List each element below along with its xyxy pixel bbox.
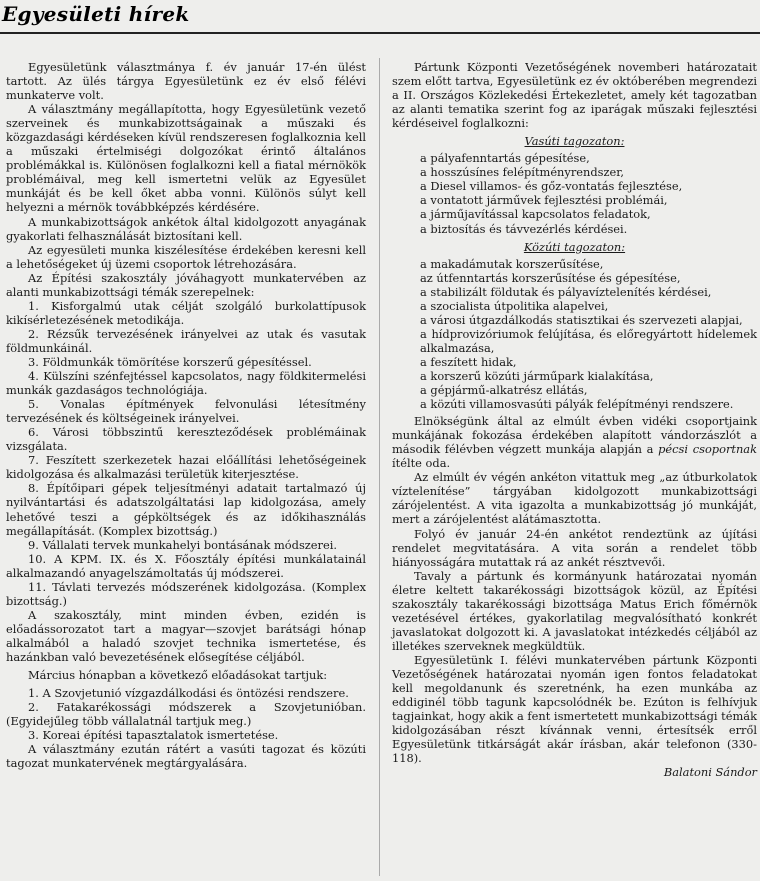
section-heading: Közúti tagozaton: [523,239,626,254]
paragraph: Egyesületünk I. félévi munkatervében pártunk Központi Vezetőségének határozatai nyomán igen fontos feladatokat kell megoldanunk és szeretnénk, ha ezen munkába az eddiginél több tagunk kapcsolódnék be. Ezúton is felhívjuk tagjainkat, hogy akik a fent ismertetett munkabizottsági témák kidolgozásában részt kívánnak venni, értesítsék erről Egyesületünk titkárságát akár írásban, akár telefonon (330-118). [392,652,757,766]
list-item: 3. Földmunkák tömörítése korszerű gépesítéssel. [28,354,312,369]
list-item: 7. Feszített szerkezetek hazai előállítási lehetőségeinek kidolgozása és alkalmazási területük kiterjesztése. [6,453,366,482]
header-divider [0,32,760,34]
emphasis: pécsi csoportnak [658,442,757,457]
paragraph: A választmány ezután rátért a vasúti tagozat és közúti tagozat munkatervének megtárgyalására. [6,742,366,771]
paragraph [392,414,757,470]
text-run: ítélte oda. [392,456,451,471]
list-item: 3. Koreai építési tapasztalatok ismertetése. [28,728,279,743]
list-item: a szocialista útpolitika alapelvei, [420,298,609,313]
paragraph: Pártunk Központi Vezetőségének novemberi határozatait szem előtt tartva, Egyesületünk ez év októberében megrendezi a II. Országos Közlekedési Értekezletet, amely két tagozatban az alanti tematika szerint fog az iparágak műszaki fejlesztési kérdéseivel foglalkozni: [392,60,757,131]
list-item: 2. Rézsűk tervezésének irányelvei az utak és vasutak földmunkáinál. [6,326,366,355]
right-column [392,60,757,779]
list-item: 8. Építőipari gépek teljesítményi adatait tartalmazó új nyilvántartási és adatszolgáltatási lap kidolgozása, amely lehetővé teszi a gépköltségek és az időkihasználás megállapítását. (Komplex bizottság.) [6,481,366,538]
paragraph: Az Építési szakosztály jóváhagyott munkatervében az alanti munkabizottsági témák szerepelnek: [6,270,366,299]
list-item: 1. Kisforgalmú utak célját szolgáló burkolattípusok kikísérletezésének metodikája. [6,298,366,327]
list-item: a gépjármű-alkatrész ellátás, [420,383,588,398]
list-item: 6. Városi többszintű kereszteződések problémáinak vizsgálata. [6,425,366,454]
list-item: az útfenntartás korszerűsítése és gépesítése, [420,270,681,285]
paragraph: Folyó év január 24-én ankétot rendeztünk az újítási rendelet megvitatására. A vita során a rendelet több hiányosságára mutattak rá az ankét résztvevői. [392,526,757,569]
paragraph: Március hónapban a következő előadásokat tartjuk: [28,668,328,683]
rail-topic-list [392,151,757,235]
paragraph: A választmány megállapította, hogy Egyesületünk vezető szerveinek és munkabizottságainak a műszaki és közgazdasági kérdéseken kívül rendszeresen foglalkoznia kell a műszaki értelmiségi dolgozókat érintő általános problémákkal is. Különösen foglalkozni kell a fiatal mérnökök problémáival, meg kell ismertetni velük az Egyesület munkáját és be kell őket abba vonni. Különös súlyt kell helyezni a mérnök továbbképzés kérdésére. [6,102,366,215]
paragraph: Az egyesületi munka kiszélesítése érdekében keresni kell a lehetőségeket új üzemi csoportok létrehozására. [6,242,366,271]
list-item: 9. Vállalati tervek munkahelyi bontásának módszerei. [28,537,337,552]
list-item: a feszített hidak, [420,354,517,369]
paragraph: Egyesületünk választmánya f. év január 17-én ülést tartott. Az ülés tárgya Egyesületünk ez év első félévi munkaterve volt. [6,60,366,103]
list-item: a stabilizált földutak és pályavíztelenítés kérdései, [420,284,712,299]
paragraph: A szakosztály, mint minden évben, ezidén is előadássorozatot tart a magyar—szovjet barátsági hónap alkalmából a haladó szovjet technika ismertetése, és hazánkban való bevezetésének elősegítése céljából. [6,607,366,664]
list-item: a városi útgazdálkodás statisztikai és szervezeti alapjai, [420,312,743,327]
list-item: a makadámutak korszerűsítése, [420,256,604,271]
list-item: 4. Külszíni szénfejtéssel kapcsolatos, nagy földkitermelési munkák gazdaságos technológiája. [6,369,366,398]
author-signature: Balatoni Sándor [663,765,757,780]
list-item: a hídprovizóriumok felújítása, és előregyártott hídelemek alkalmazása, [420,326,757,355]
list-item: a korszerű közúti járműpark kialakítása, [420,368,654,383]
paragraph: A munkabizottságok ankétok által kidolgozott anyagának gyakorlati felhasználását biztosítani kell. [6,214,366,243]
list-item: 2. Fatakarékossági módszerek a Szovjetunióban. (Egyidejűleg több vállalatnál tartjuk meg.) [6,700,366,729]
paragraph: Az elmúlt év végén ankéton vitattuk meg „az útburkolatok víztelenítése” tárgyában kidolgozott munkabizottsági zárójelentést. A vita igazolta a munkabizottság jó munkáját, mert a zárójelentést alátámasztotta. [392,470,757,527]
list-item: 5. Vonalas építmények felvonulási létesítmény tervezésének és költségeinek irányelvei. [6,397,366,426]
list-item: a Diesel villamos- és gőz-vontatás fejlesztése, [420,179,683,194]
paragraph: Tavaly a pártunk és kormányunk határozatai nyomán életre keltett takarékossági bizottságok közül, az Építési szakosztály takarékossági bizottsága Matus Erich főmérnök vezetésével értékes, gyakorlatilag megvalósítható konkrét javaslatokat dolgozott ki. A javaslatokat intézkedés céljából az illetékes szerveknek megküldtük. [392,568,757,653]
road-topic-list [392,257,757,412]
list-item: a járműjavítással kapcsolatos feladatok, [420,207,651,222]
list-item: a közúti villamosvasúti pályák felépítményi rendszere. [420,397,734,412]
section-heading: Vasúti tagozaton: [524,134,625,149]
list-item: a biztosítás és távvezérlés kérdései. [420,221,628,236]
page-title: Egyesületi hírek [2,2,190,26]
list-item: a pályafenntartás gépesítése, [420,151,590,166]
list-item: a vontatott járművek fejlesztési problémái, [420,193,668,208]
list-item: 10. A KPM. IX. és X. Főosztály építési munkálatainál alkalmazandó anyagelszámoltatás új módszerei. [6,551,366,580]
left-column [6,60,366,770]
list-item: 1. A Szovjetunió vízgazdálkodási és öntözési rendszere. [28,686,349,701]
list-item: 11. Távlati tervezés módszerének kidolgozása. (Komplex bizottság.) [6,579,366,608]
list-item: a hosszúsínes felépítményrendszer, [420,165,625,180]
column-divider [379,58,380,876]
text-run: Elnökségünk által az elmúlt évben vidéki csoportjaink munkájának fokozása érdekében alapított vándorzászlót a második félévben végzett munkája alapján a [392,414,757,457]
